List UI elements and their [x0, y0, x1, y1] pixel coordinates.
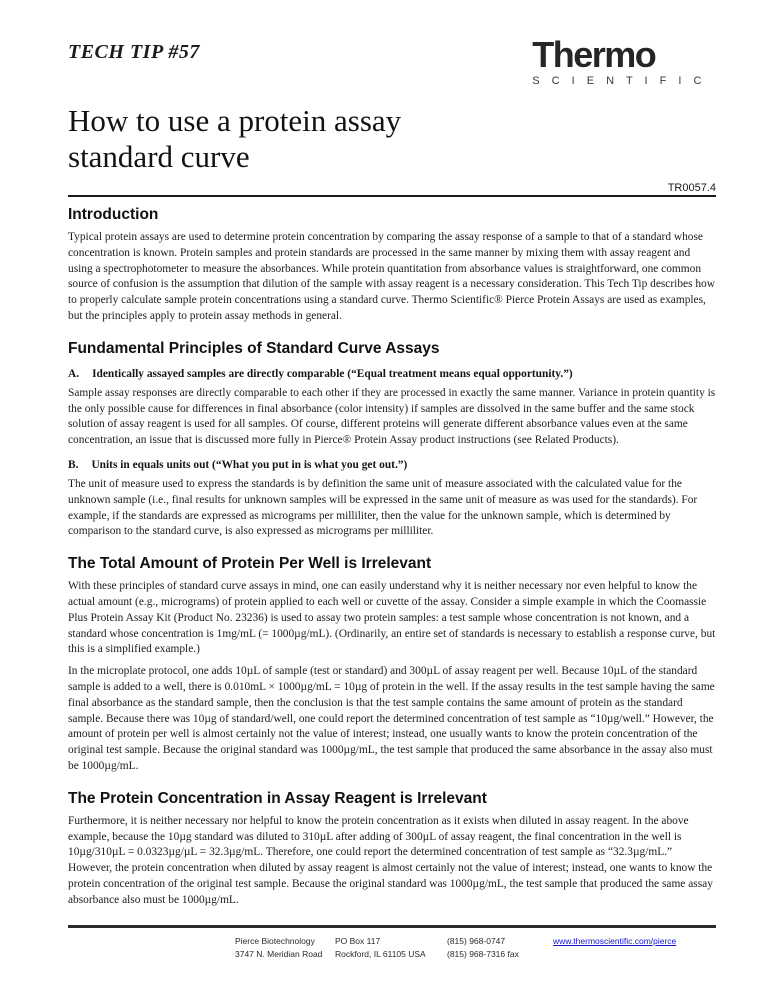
page-title-line1: How to use a protein assay [68, 103, 402, 138]
subsection-a-label: A. [68, 367, 80, 380]
footer-website-col [553, 935, 676, 961]
paragraph: Typical protein assays are used to determine protein concentration by comparing the assay response of a sample to that of a standard whose concentration is known. Protein samples and protein standards are processed in the same manner by mixing them with assay reagent and using a spectrophotometer to measure the absorbances. While protein quantitation from absorbance values is straightforward, one common source of confusion is the assumption that dilution of the sample with assay reagent is a necessary consideration. This Tech Tip describes how to properly calculate sample protein concentrations using a standard curve. Thermo Scientific® Pierce Protein Assays are used as examples, but the principles apply to protein assay methods in general. [68, 231, 715, 322]
footer-fax: (815) 968-7316 fax [447, 949, 519, 959]
footer-phone-fax [447, 935, 553, 961]
doc-number: TR0057.4 [667, 182, 716, 194]
section-concentration-in-reagent [68, 790, 716, 909]
page-title-line2: standard curve [68, 139, 250, 174]
subsection-a-heading [68, 368, 716, 380]
section-heading-concentration-in-reagent: The Protein Concentration in Assay Reagent is Irrelevant [68, 789, 487, 807]
section-heading-introduction: Introduction [68, 206, 159, 223]
paragraph: In the microplate protocol, one adds 10µL of sample (test or standard) and 300µL of assay reagent per well. Because 10µL of the standard sample is added to a well, there is 0.010mL × 1000µg/mL = 10µg of protein in the well. If the assay results in the test sample having the same final absorbance as the standard sample, then the conclusion is that the test sample contains the same amount of protein as the standard sample. Because there was 10µg of standard/well, one could report the determined concentration of test sample as “10µg/well.” However, the amount of protein per well is almost certainly not the value of interest; instead, one usually wants to know the protein concentration of the original test sample. Because the original standard was 1000µg/mL, the test sample that produced the same absorbance in the assay also must be 1000µg/mL. [68, 665, 715, 772]
paragraph: With these principles of standard curve assays in mind, one can easily understand why it is neither necessary nor even helpful to know the actual amount (e.g., micrograms) of protein applied to each well or cuvette of the assay. Consider a simple example in which the Coomassie Plus Protein Assay Kit (Product No. 23236) is used to assay two protein samples: a test sample whose concentration is not known, and a standard whose concentration is 1mg/mL (= 1000µg/mL). (Ordinarily, an entire set of standards is necessary to establish a response curve, but this is a simplified example.) [68, 580, 716, 656]
header-divider [68, 195, 716, 197]
page-footer [68, 925, 716, 961]
footer-company: Pierce Biotechnology [235, 936, 315, 946]
paragraph: Furthermore, it is neither necessary nor helpful to know the protein concentration as it exists when diluted in assay reagent. In the above example, because the 10µg standard was diluted to 310µL after adding of 300µL of assay reagent, the final concentration in the well is 10µg/310µL = 0.0323µg/µL = 32.3µg/mL. Therefore, one could report the determined concentration of test sample as “32.3µg/mL.” However, the protein concentration when diluted by assay reagent is almost certainly not the value of interest; instead, one wants to know the protein concentration of the original test sample. Because the original standard was 1000µg/mL, the test sample that produced the same assay absorbance also must be 1000µg/mL. [68, 814, 713, 906]
footer-contact-info [235, 935, 716, 961]
thermo-scientific-logo [532, 34, 706, 87]
subsection-b-heading [68, 459, 716, 471]
footer-city: Rockford, IL 61105 USA [335, 949, 426, 959]
page-title [68, 103, 716, 175]
footer-street: 3747 N. Meridian Road [235, 949, 323, 959]
subsection-b-title: Units in equals units out (“What you put in is what you get out.”) [91, 458, 408, 471]
footer-pobox-city [335, 935, 447, 961]
section-heading-fundamental-principles: Fundamental Principles of Standard Curve Assays [68, 339, 440, 357]
footer-website-link[interactable]: www.thermoscientific.com/pierce [553, 936, 677, 946]
section-total-amount-per-well [68, 555, 716, 775]
paragraph: The unit of measure used to express the standards is by definition the same unit of measure associated with the calculated value for the unknown sample (i.e., final results for unknown samples will be expressed in the same unit of measure as was used for the standards). For example, if the standards are expressed as micrograms per milliliter, then the value for the unknown sample, which is determined by comparison to the standard curve, is also expressed as micrograms per milliliter. [68, 477, 698, 538]
footer-phone: (815) 968-0747 [447, 936, 506, 946]
section-fundamental-principles [68, 340, 716, 540]
logo-sub-text: S C I E N T I F I C [532, 75, 706, 87]
footer-pobox: PO Box 117 [335, 936, 381, 946]
section-introduction [68, 206, 716, 325]
page-header [68, 34, 716, 87]
subsection-b-label: B. [68, 458, 79, 471]
logo-brand-text: Thermo [532, 34, 656, 75]
footer-divider [68, 925, 716, 928]
paragraph: Sample assay responses are directly comparable to each other if they are processed in exactly the same manner. Variance in protein quantity is the only possible cause for differences in final absorbance (color intensity) if samples are dissolved in the same buffer and the same stock solution of assay reagent is used for all samples. Of course, different proteins will generate different absorbance values even at the same concentration, an issue that is discussed more fully in Pierce® Protein Assay product instructions (see Related Products). [68, 386, 716, 447]
tech-tip-label: TECH TIP #57 [68, 41, 200, 63]
section-heading-total-amount: The Total Amount of Protein Per Well is Irrelevant [68, 555, 432, 573]
footer-company-address [235, 935, 335, 961]
subsection-a-title: Identically assayed samples are directly comparable (“Equal treatment means equal opportunity.”) [92, 367, 573, 380]
